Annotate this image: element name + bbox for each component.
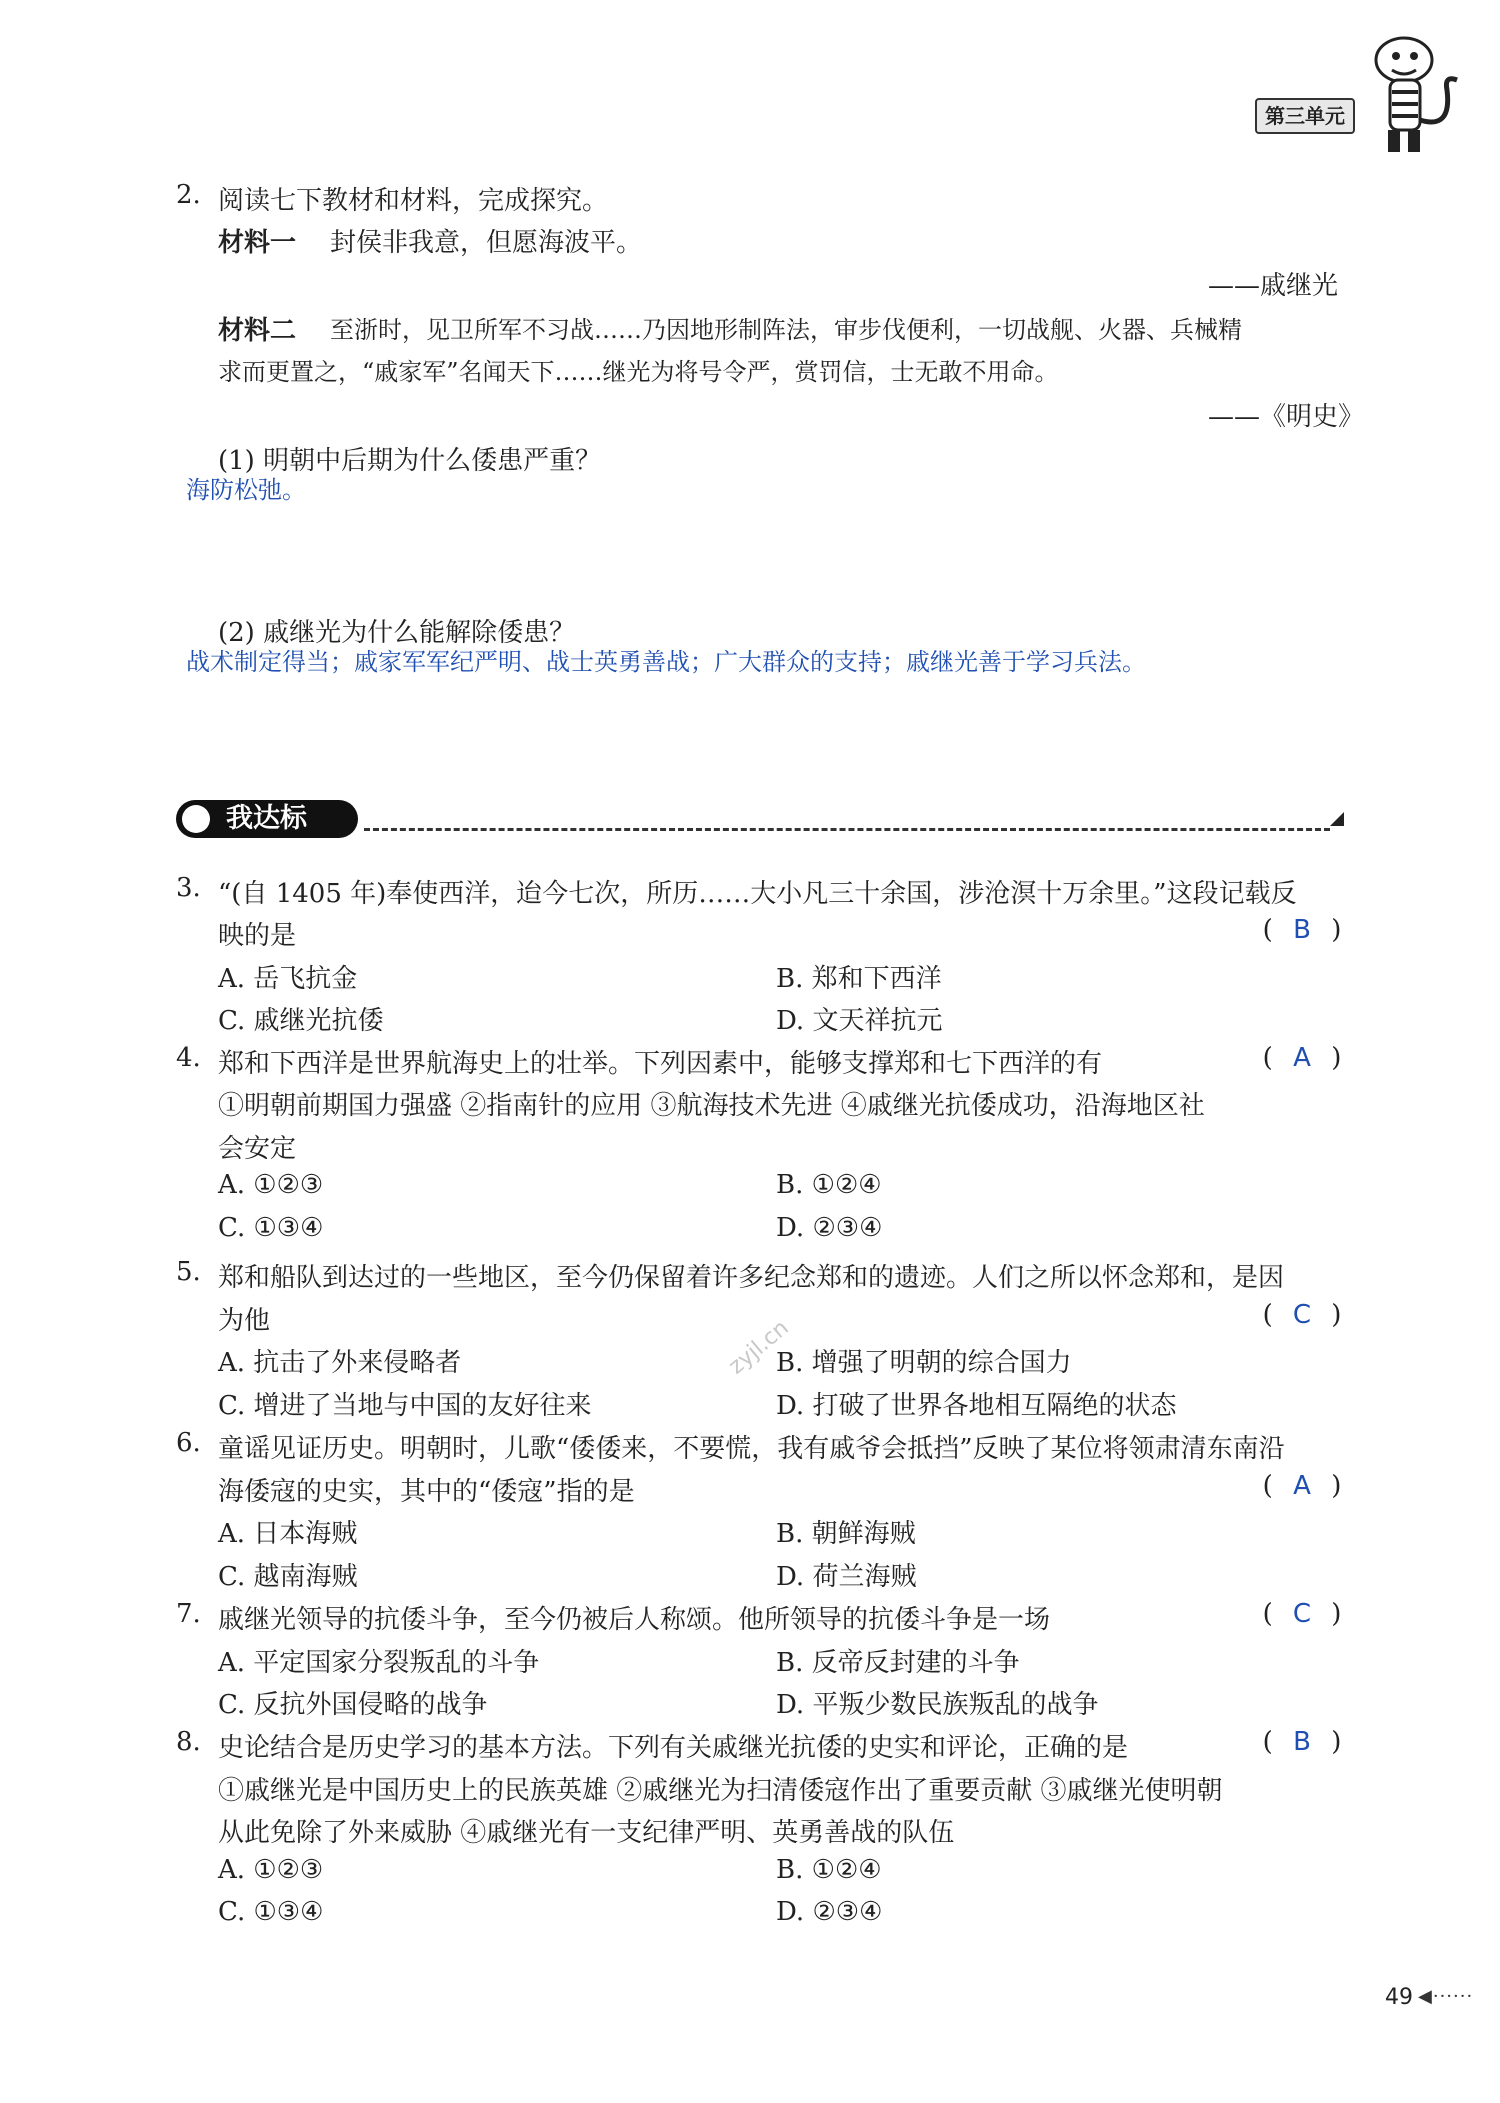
section-divider bbox=[364, 828, 1330, 831]
q4-answer: A bbox=[1293, 1043, 1311, 1073]
q5-option-a: A. 抗击了外来侵略者 bbox=[218, 1348, 462, 1378]
section-icon bbox=[182, 805, 210, 833]
q2-material2-source: ——《明史》 bbox=[1208, 402, 1365, 432]
q7-answer-box: ( C ) bbox=[1262, 1599, 1342, 1629]
q2-material2-label: 材料二 bbox=[218, 316, 297, 346]
q8-line3: 从此免除了外来威胁 ④戚继光有一支纪律严明、英勇善战的队伍 bbox=[218, 1818, 955, 1848]
q3-number: 3. bbox=[176, 873, 201, 903]
q3-option-a: A. 岳飞抗金 bbox=[218, 964, 358, 994]
q8-option-a: A. ①②③ bbox=[218, 1855, 324, 1885]
q3-option-c: C. 戚继光抗倭 bbox=[218, 1006, 384, 1036]
q2-answer2: 战术制定得当；戚家军军纪严明、战士英勇善战；广大群众的支持；戚继光善于学习兵法。 bbox=[186, 648, 1146, 676]
q2-stem: 阅读七下教材和材料，完成探究。 bbox=[218, 186, 609, 216]
q2-material2-line2: 求而更置之，“戚家军”名闻天下……继光为将号令严，赏罚信，士无敢不用命。 bbox=[218, 358, 1059, 386]
q2-sub2: (2) 戚继光为什么能解除倭患？ bbox=[218, 618, 576, 648]
q6-answer: A bbox=[1293, 1471, 1311, 1501]
q5-line2: 为他 bbox=[218, 1306, 271, 1336]
q7-option-d: D. 平叛少数民族叛乱的战争 bbox=[776, 1690, 1099, 1720]
q7-answer: C bbox=[1292, 1599, 1312, 1629]
page-number: 49 bbox=[1385, 1985, 1413, 2010]
q6-option-d: D. 荷兰海贼 bbox=[776, 1562, 917, 1592]
q6-option-b: B. 朝鲜海贼 bbox=[776, 1519, 916, 1549]
q2-material2-line1: 至浙时，见卫所军不习战……乃因地形制阵法，审步伐便利，一切战舰、火器、兵械精 bbox=[330, 316, 1242, 344]
q5-line1: 郑和船队到达过的一些地区，至今仍保留着许多纪念郑和的遗迹。人们之所以怀念郑和，是因 bbox=[218, 1263, 1285, 1293]
q7-option-c: C. 反抗外国侵略的战争 bbox=[218, 1690, 488, 1720]
q7-line1: 戚继光领导的抗倭斗争，至今仍被后人称颂。他所领导的抗倭斗争是一场 bbox=[218, 1605, 1051, 1635]
q5-answer-box: ( C ) bbox=[1262, 1300, 1342, 1330]
q2-material1-label: 材料一 bbox=[218, 228, 297, 258]
watermark: zyjl.cn bbox=[724, 1315, 794, 1380]
q6-number: 6. bbox=[176, 1428, 201, 1458]
q3-line1: “(自 1405 年)奉使西洋，迨今七次，所历……大小凡三十余国，涉沧溟十万余里。”这段记载反 bbox=[218, 879, 1297, 909]
q8-number: 8. bbox=[176, 1727, 201, 1757]
q4-option-d: D. ②③④ bbox=[776, 1213, 883, 1243]
q7-option-b: B. 反帝反封建的斗争 bbox=[776, 1648, 1020, 1678]
q7-number: 7. bbox=[176, 1599, 201, 1629]
q4-option-a: A. ①②③ bbox=[218, 1170, 324, 1200]
q5-number: 5. bbox=[176, 1257, 201, 1287]
q6-option-c: C. 越南海贼 bbox=[218, 1562, 358, 1592]
q5-option-b: B. 增强了明朝的综合国力 bbox=[776, 1348, 1072, 1378]
q8-line2: ①戚继光是中国历史上的民族英雄 ②戚继光为扫清倭寇作出了重要贡献 ③戚继光使明朝 bbox=[218, 1776, 1223, 1806]
q5-answer: C bbox=[1292, 1300, 1312, 1330]
q4-line2: ①明朝前期国力强盛 ②指南针的应用 ③航海技术先进 ④戚继光抗倭成功，沿海地区社 bbox=[218, 1091, 1205, 1121]
q7-option-a: A. 平定国家分裂叛乱的斗争 bbox=[218, 1648, 540, 1678]
q3-option-d: D. 文天祥抗元 bbox=[776, 1006, 943, 1036]
q8-option-c: C. ①③④ bbox=[218, 1897, 324, 1927]
q6-line2: 海倭寇的史实，其中的“倭寇”指的是 bbox=[218, 1477, 635, 1507]
q2-answer1: 海防松弛。 bbox=[186, 476, 306, 504]
mascot-tiger-icon bbox=[1352, 20, 1472, 160]
q2-number: 2. bbox=[176, 180, 201, 210]
q3-answer: B bbox=[1293, 915, 1311, 945]
q8-option-b: B. ①②④ bbox=[776, 1855, 882, 1885]
q2-sub1: (1) 明朝中后期为什么倭患严重？ bbox=[218, 446, 602, 476]
q4-line3: 会安定 bbox=[218, 1134, 297, 1164]
section-header-badge bbox=[176, 800, 358, 838]
q4-option-c: C. ①③④ bbox=[218, 1213, 324, 1243]
q4-number: 4. bbox=[176, 1043, 201, 1073]
q3-answer-box: ( B ) bbox=[1262, 915, 1342, 945]
q2-material1-text: 封侯非我意，但愿海波平。 bbox=[330, 228, 643, 258]
q6-option-a: A. 日本海贼 bbox=[218, 1519, 358, 1549]
q3-line2: 映的是 bbox=[218, 921, 297, 951]
q4-option-b: B. ①②④ bbox=[776, 1170, 882, 1200]
q8-option-d: D. ②③④ bbox=[776, 1897, 883, 1927]
q4-line1: 郑和下西洋是世界航海史上的壮举。下列因素中，能够支撑郑和七下西洋的有 bbox=[218, 1049, 1103, 1079]
q5-option-d: D. 打破了世界各地相互隔绝的状态 bbox=[776, 1391, 1177, 1421]
section-corner-icon bbox=[1330, 812, 1344, 826]
unit-badge: 第三单元 bbox=[1255, 98, 1355, 134]
q4-answer-box: ( A ) bbox=[1262, 1043, 1342, 1073]
q2-material1-source: ——戚继光 bbox=[1208, 271, 1339, 301]
page-arrow-icon: ◀······ bbox=[1418, 1986, 1474, 2007]
q5-option-c: C. 增进了当地与中国的友好往来 bbox=[218, 1391, 592, 1421]
q8-line1: 史论结合是历史学习的基本方法。下列有关戚继光抗倭的史实和评论，正确的是 bbox=[218, 1733, 1129, 1763]
q8-answer-box: ( B ) bbox=[1262, 1727, 1342, 1757]
section-title: 我达标 bbox=[226, 803, 307, 834]
q6-line1: 童谣见证历史。明朝时，儿歌“倭倭来，不要慌，我有戚爷会抵挡”反映了某位将领肃清东南沿 bbox=[218, 1434, 1285, 1464]
q8-answer: B bbox=[1293, 1727, 1311, 1757]
q3-option-b: B. 郑和下西洋 bbox=[776, 964, 942, 994]
q6-answer-box: ( A ) bbox=[1262, 1471, 1342, 1501]
